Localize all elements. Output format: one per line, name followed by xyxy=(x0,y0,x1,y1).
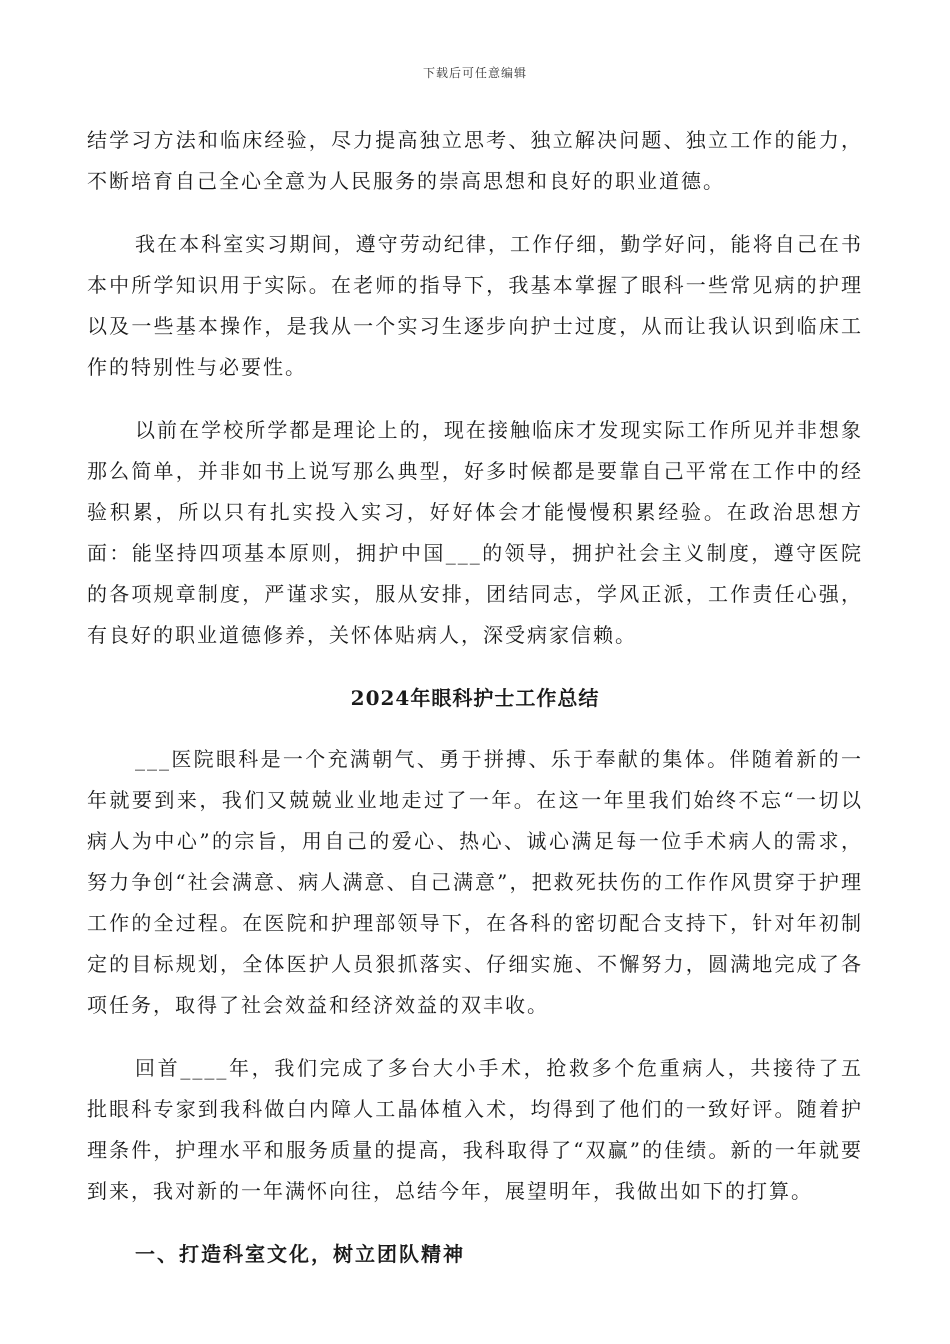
sub-heading: 一、打造科室文化，树立团队精神 xyxy=(135,1242,465,1266)
document-body xyxy=(87,120,863,1275)
paragraph-2: 我在本科室实习期间，遵守劳动纪律，工作仔细，勤学好问，能将自己在书本中所学知识用于实际。在老师的指导下，我基本掌握了眼科一些常见病的护理以及一些基本操作，是我从一个实习生逐步向护士过度，从而让我认识到临床工作的特别性与必要性。 xyxy=(87,232,863,379)
section-title: 2024年眼科护士工作总结 xyxy=(350,686,600,710)
paragraph-3: 以前在学校所学都是理论上的，现在接触临床才发现实际工作所见并非想象那么简单，并非如书上说写那么典型，好多时候都是要靠自己平常在工作中的经验积累，所以只有扎实投入实习，好好体会才能慢慢积累经验。在政治思想方面：能坚持四项基本原则，拥护中国___的领导，拥护社会主义制度，遵守医院的各项规章制度，严谨求实，服从安排，团结同志，学风正派，工作责任心强，有良好的职业道德修养，关怀体贴病人，深受病家信赖。 xyxy=(87,418,863,647)
paragraph-4: ___医院眼科是一个充满朝气、勇于拼搏、乐于奉献的集体。伴随着新的一年就要到来，我们又兢兢业业地走过了一年。在这一年里我们始终不忘“一切以病人为中心”的宗旨，用自己的爱心、热心、诚心满足每一位手术病人的需求，努力争创“社会满意、病人满意、自己满意”，把救死扶伤的工作作风贯穿于护理工作的全过程。在医院和护理部领导下，在各科的密切配合支持下，针对年初制定的目标规划，全体医护人员狠抓落实、仔细实施、不懈努力，圆满地完成了各项任务，取得了社会效益和经济效益的双丰收。 xyxy=(87,747,863,1017)
header-note: 下载后可任意编辑 xyxy=(422,66,527,80)
paragraph-1: 结学习方法和临床经验，尽力提高独立思考、独立解决问题、独立工作的能力，不断培育自己全心全意为人民服务的崇高思想和良好的职业道德。 xyxy=(87,128,863,193)
paragraph-5: 回首____年，我们完成了多台大小手术，抢救多个危重病人，共接待了五批眼科专家到我科做白内障人工晶体植入术，均得到了他们的一致好评。随着护理条件，护理水平和服务质量的提高，我科取得了“双赢”的佳绩。新的一年就要到来，我对新的一年满怀向往，总结今年，展望明年，我做出如下的打算。 xyxy=(87,1056,863,1203)
